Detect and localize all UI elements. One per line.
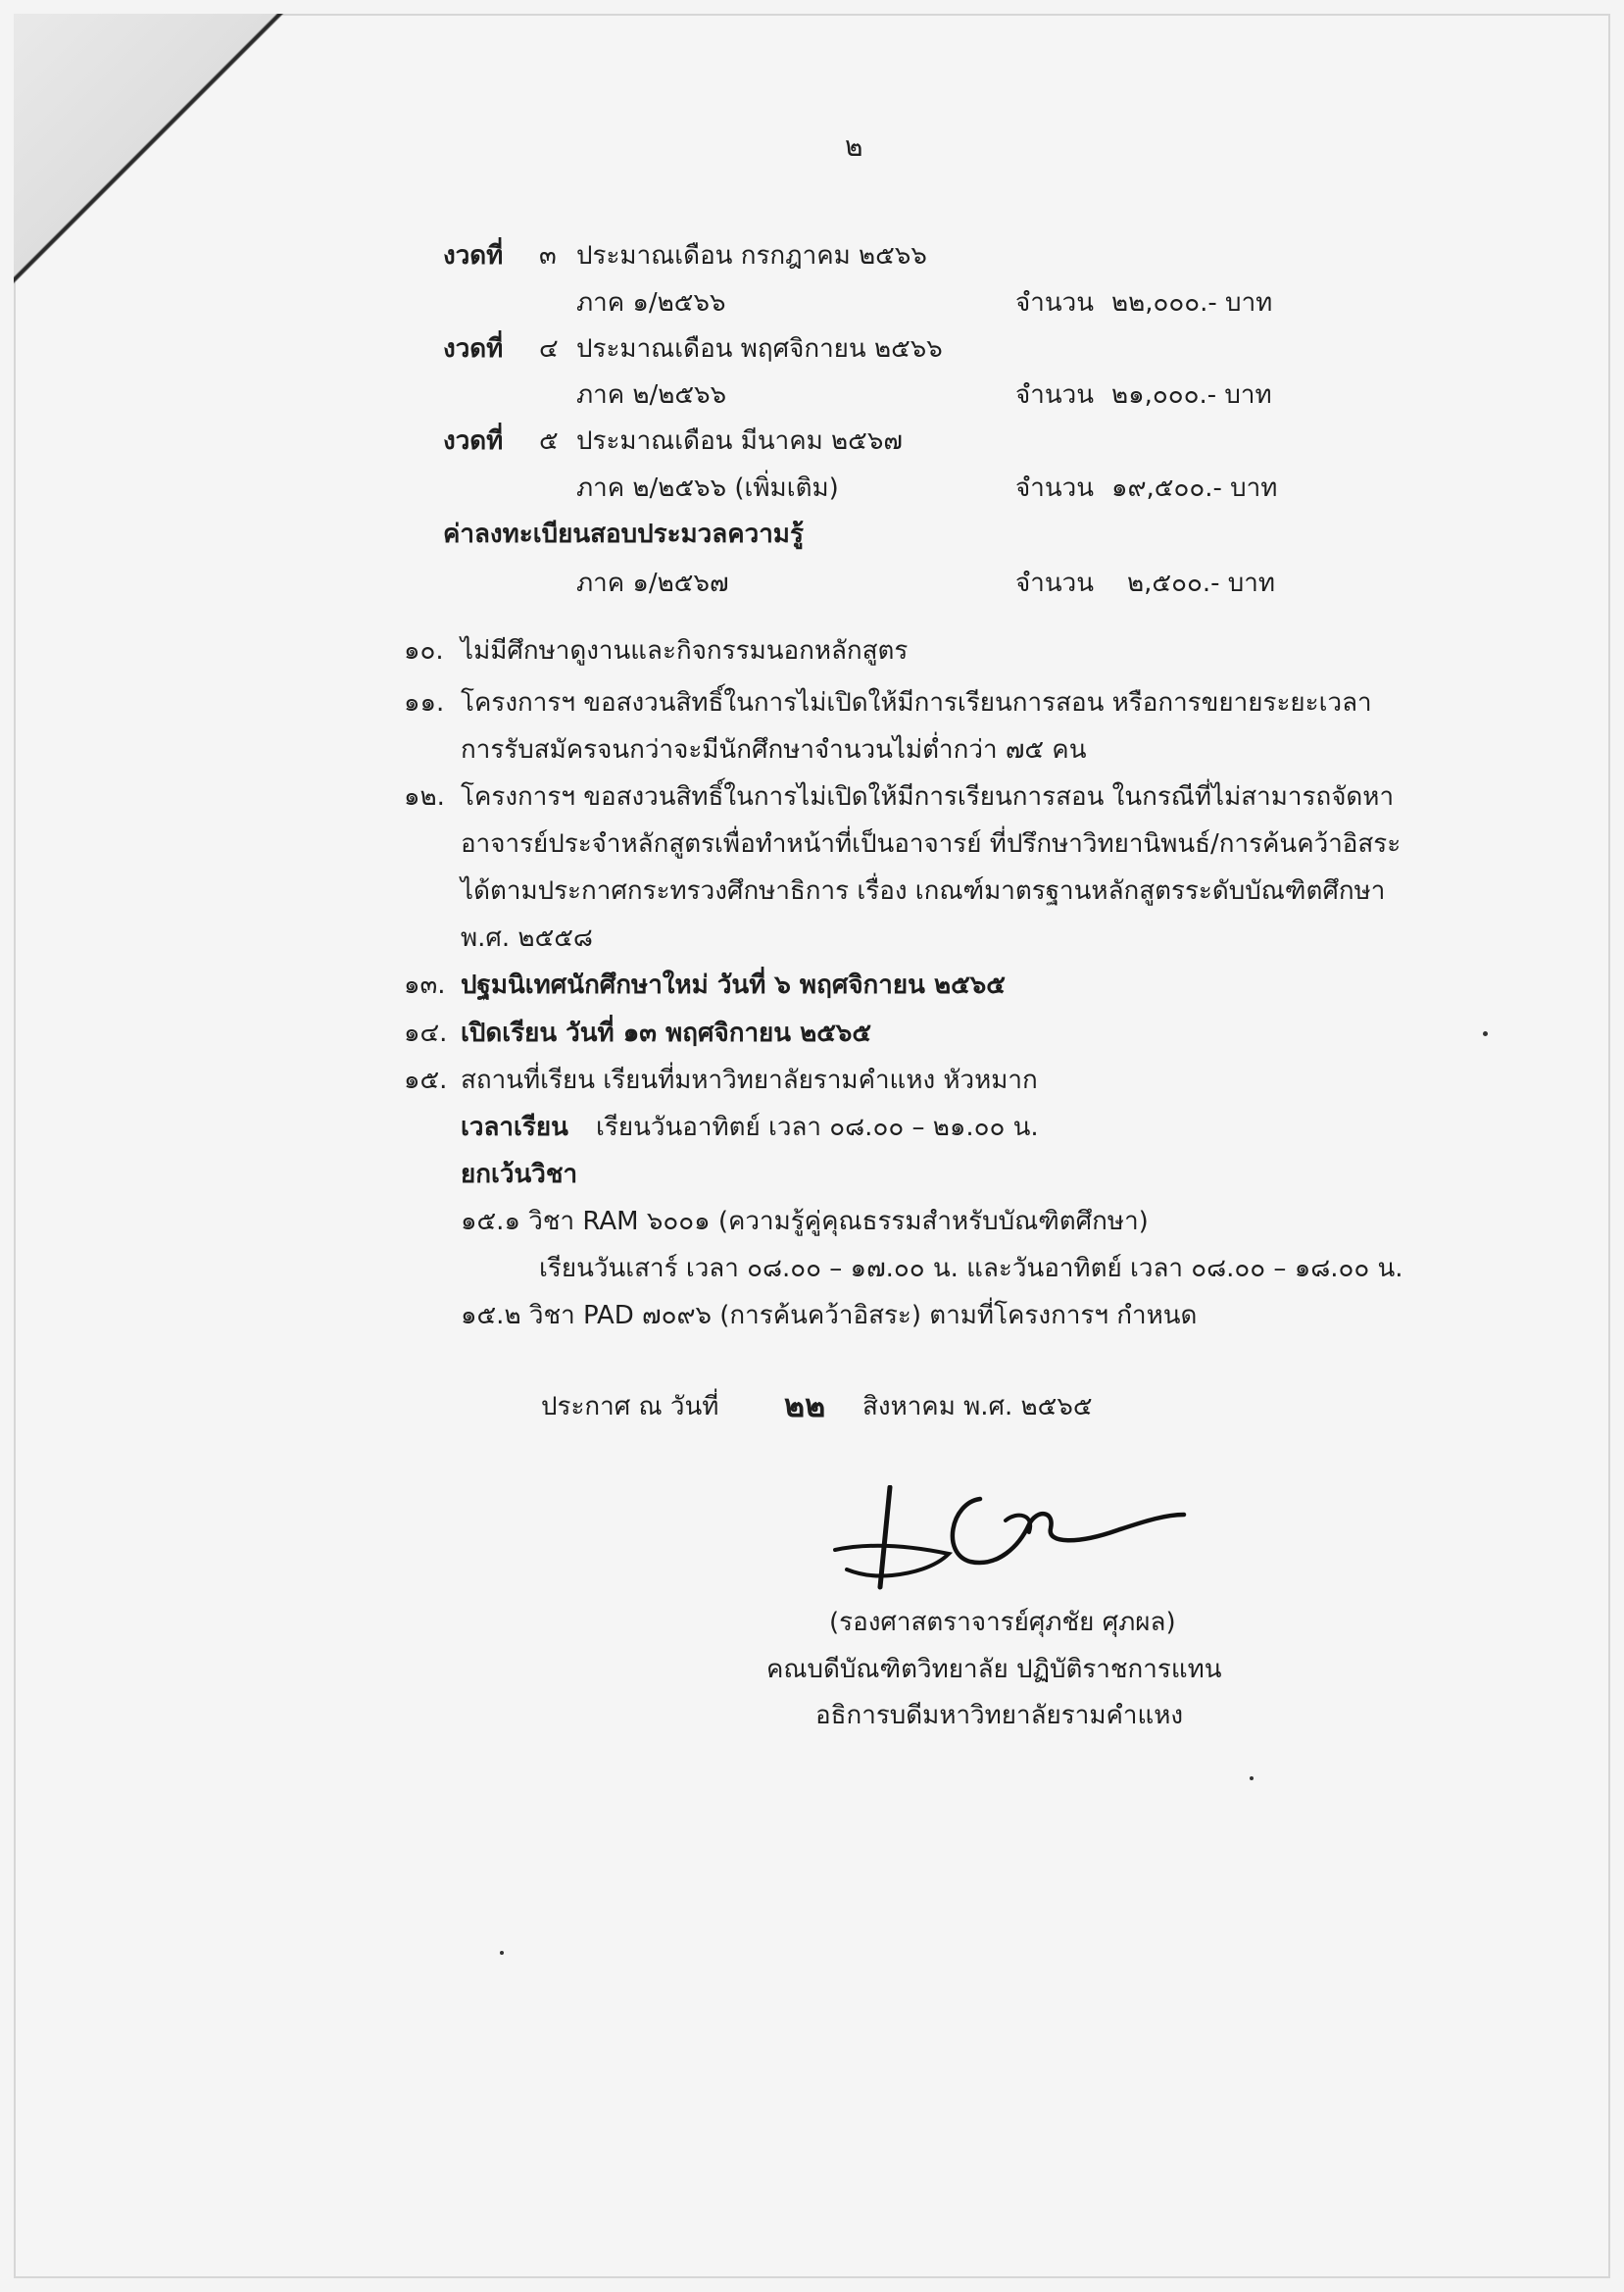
item-number: ๑๒. xyxy=(404,782,445,812)
signer-name: (รองศาสตราจารย์ศุภชัย ศุภผล) xyxy=(829,1608,1176,1637)
scan-speck xyxy=(1483,1031,1488,1036)
installment-term: ภาค ๒/๒๕๖๖ (เพิ่มเติม) xyxy=(576,473,839,503)
page-number: ๒ xyxy=(845,130,863,163)
installment-month: ประมาณเดือน กรกฎาคม ๒๕๖๖ xyxy=(576,241,927,271)
installment-month: ประมาณเดือน พฤศจิกายน ๒๕๖๖ xyxy=(576,334,943,364)
exam-fee-amount: ๒,๕๐๐.- บาท xyxy=(1127,569,1275,598)
exception-course-2: ๑๕.๒ วิชา PAD ๗๐๙๖ (การค้นคว้าอิสระ) ตามที่โครงการฯ กำหนด xyxy=(461,1301,1198,1330)
signer-position-1: คณบดีบัณฑิตวิทยาลัย ปฏิบัติราชการแทน xyxy=(766,1655,1222,1684)
installment-amount: ๒๒,๐๐๐.- บาท xyxy=(1111,288,1273,318)
exam-fee-term: ภาค ๑/๒๕๖๗ xyxy=(576,569,729,598)
installment-number: ๓ xyxy=(539,241,557,271)
exam-fee-title: ค่าลงทะเบียนสอบประมวลความรู้ xyxy=(443,520,804,549)
class-start-date: เปิดเรียน วันที่ ๑๓ พฤศจิกายน ๒๕๖๕ xyxy=(461,1019,872,1048)
exception-title: ยกเว้นวิชา xyxy=(461,1160,578,1189)
installment-number: ๕ xyxy=(539,426,559,456)
folded-corner-edge xyxy=(14,14,308,308)
installment-month: ประมาณเดือน มีนาคม ๒๕๖๗ xyxy=(576,426,903,456)
installment-amount: ๒๑,๐๐๐.- บาท xyxy=(1111,380,1272,410)
orientation-date: ปฐมนิเทศนักศึกษาใหม่ วันที่ ๖ พฤศจิกายน ๒๕๖๕ xyxy=(461,971,1006,1000)
item-text: โครงการฯ ขอสงวนสิทธิ์ในการไม่เปิดให้มีการเรียนการสอน ในกรณีที่ไม่สามารถจัดหา xyxy=(461,782,1395,812)
item-text: ได้ตามประกาศกระทรวงศึกษาธิการ เรื่อง เกณฑ์มาตรฐานหลักสูตรระดับบัณฑิตศึกษา xyxy=(461,876,1386,906)
installment-term: ภาค ๒/๒๕๖๖ xyxy=(576,380,727,410)
item-number: ๑๔. xyxy=(404,1019,448,1048)
item-text: ไม่มีศึกษาดูงานและกิจกรรมนอกหลักสูตร xyxy=(461,636,909,666)
item-text: โครงการฯ ขอสงวนสิทธิ์ในการไม่เปิดให้มีการเรียนการสอน หรือการขยายระยะเวลา xyxy=(461,688,1372,718)
item-text: อาจารย์ประจำหลักสูตรเพื่อทำหน้าที่เป็นอาจารย์ ที่ปรึกษาวิทยานิพนธ์/การค้นคว้าอิสระ xyxy=(461,829,1402,859)
announcement-suffix: สิงหาคม พ.ศ. ๒๕๖๕ xyxy=(862,1392,1093,1421)
installment-number: ๔ xyxy=(539,334,559,364)
item-text: การรับสมัครจนกว่าจะมีนักศึกษาจำนวนไม่ต่ำกว่า ๗๕ คน xyxy=(461,735,1087,765)
amount-label: จำนวน xyxy=(1015,473,1094,503)
installment-label: งวดที่ xyxy=(443,426,504,456)
scan-speck xyxy=(1250,1776,1254,1780)
item-number: ๑๑. xyxy=(404,688,445,718)
announcement-day: ๒๒ xyxy=(784,1387,826,1424)
exception-course-1: ๑๕.๑ วิชา RAM ๖๐๐๑ (ความรู้คู่คุณธรรมสำหรับบัณฑิตศึกษา) xyxy=(461,1207,1149,1236)
amount-label: จำนวน xyxy=(1015,288,1094,318)
signer-position-2: อธิการบดีมหาวิทยาลัยรามคำแหง xyxy=(815,1701,1184,1730)
installment-term: ภาค ๑/๒๕๖๖ xyxy=(576,288,726,318)
installment-amount: ๑๙,๕๐๐.- บาท xyxy=(1111,473,1278,503)
study-time-value: เรียนวันอาทิตย์ เวลา ๐๘.๐๐ – ๒๑.๐๐ น. xyxy=(596,1113,1039,1142)
installment-label: งวดที่ xyxy=(443,241,504,271)
announcement-prefix: ประกาศ ณ วันที่ xyxy=(541,1392,719,1421)
item-number: ๑๐. xyxy=(404,636,444,666)
item-number: ๑๕. xyxy=(404,1066,448,1095)
amount-label: จำนวน xyxy=(1015,569,1094,598)
installment-label: งวดที่ xyxy=(443,334,504,364)
handwritten-signature xyxy=(833,1485,1225,1593)
study-time-label: เวลาเรียน xyxy=(461,1113,568,1142)
item-text: พ.ศ. ๒๕๕๘ xyxy=(461,923,593,953)
exception-course-1-time: เรียนวันเสาร์ เวลา ๐๘.๐๐ – ๑๗.๐๐ น. และวันอาทิตย์ เวลา ๐๘.๐๐ – ๑๘.๐๐ น. xyxy=(539,1254,1403,1283)
item-number: ๑๓. xyxy=(404,971,446,1000)
amount-label: จำนวน xyxy=(1015,380,1094,410)
scan-speck xyxy=(500,1951,504,1955)
study-location: สถานที่เรียน เรียนที่มหาวิทยาลัยรามคำแหง หัวหมาก xyxy=(461,1066,1038,1095)
